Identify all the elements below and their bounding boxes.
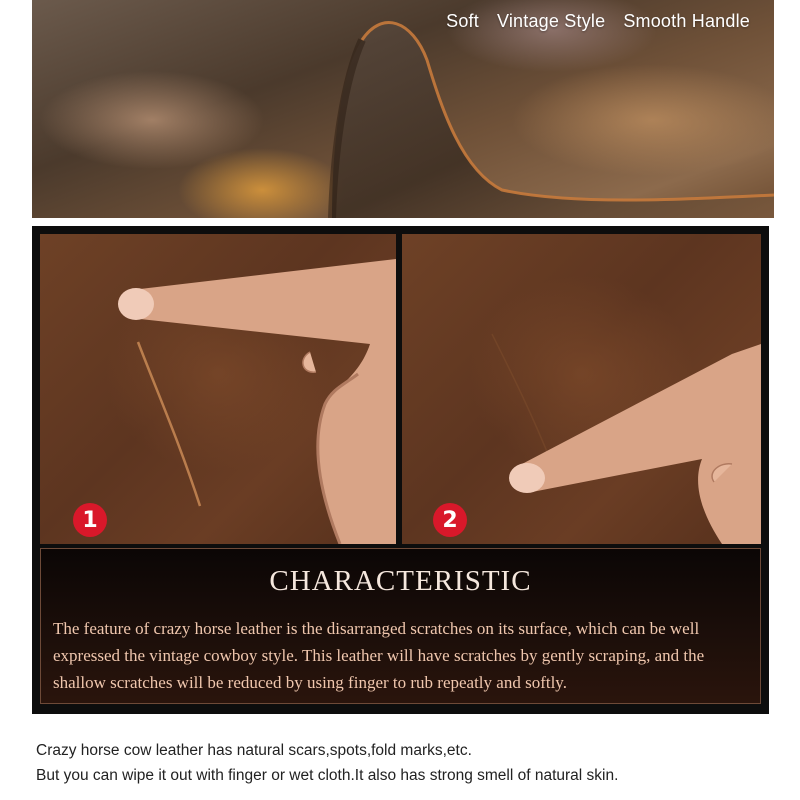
characteristic-description: The feature of crazy horse leather is the disarranged scratches on its surface, which can be well expressed the vintage cowboy style. This leather will have scratches by gently scraping, and the shallow scratches will be reduced by using finger to rub repeatly and softly. [53, 619, 705, 692]
characteristic-box [40, 548, 761, 704]
hero-tag-smooth-handle: Smooth Handle [623, 11, 750, 31]
care-note-1: Crazy horse cow leather has natural scars,spots,fold marks,etc. [36, 742, 472, 759]
cropped-text-line [36, 792, 636, 800]
characteristic-title: CHARACTERISTIC [269, 565, 532, 597]
finger-scratch-illustration-1 [40, 234, 396, 544]
scratch-photo-1 [40, 234, 396, 544]
scratch-photo-2 [402, 234, 761, 544]
characteristic-panel [32, 226, 769, 714]
hero-tag-soft: Soft [446, 11, 479, 31]
leather-sheet-fold [32, 0, 774, 218]
hero-feature-tags [446, 11, 750, 32]
leather-hero-image [32, 0, 774, 218]
step-badge-1: 1 [73, 503, 107, 537]
step-badge-2: 2 [433, 503, 467, 537]
finger-scratch-illustration-2 [402, 234, 761, 544]
care-note-2: But you can wipe it out with finger or wet cloth.It also has strong smell of natural skin. [36, 767, 619, 784]
hero-tag-vintage-style: Vintage Style [496, 11, 606, 31]
